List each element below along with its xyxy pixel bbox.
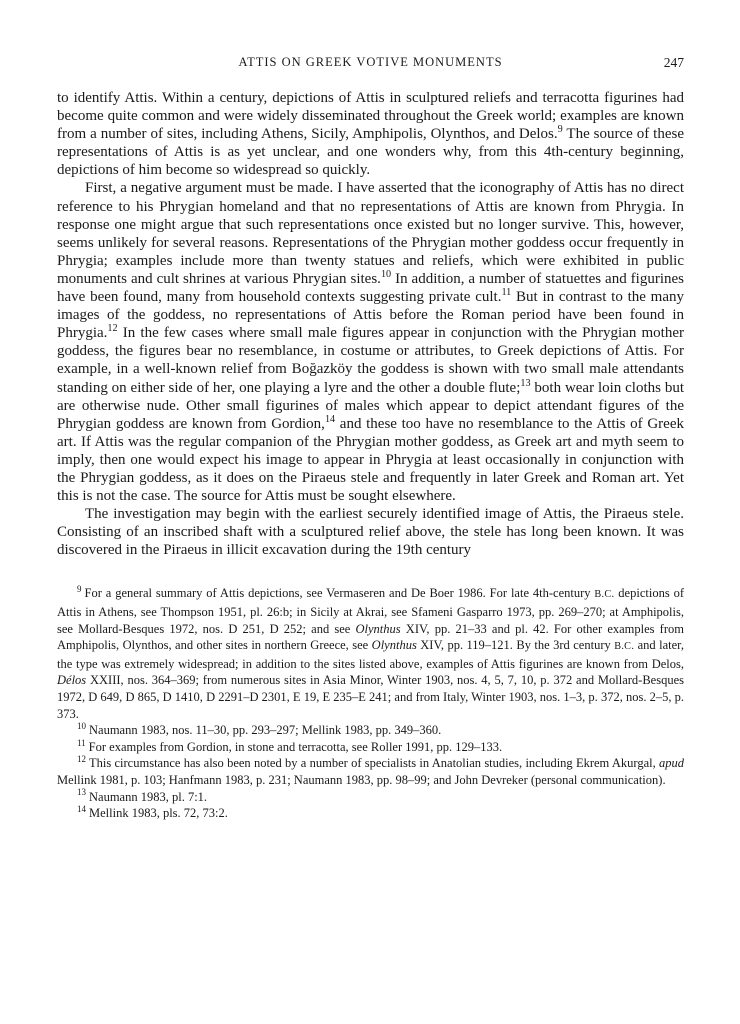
footnote-reference: 10: [380, 268, 392, 280]
paragraph: First, a negative argument must be made. I have asserted that the iconography of Attis has no direct reference to his Phrygian homeland and that no representations of Attis are known from Phrygia. In response one might argue that such representations once existed but no longer survive. This, however, seems unlikely for several reasons. Representations of the Phrygian mother goddess occur frequently in Phrygia; examples include more than twenty statues and reliefs, which were exhibited in public monuments and cult shrines at various Phrygian sites.$^{10}$ In addition, a number of statuettes and figurines have been found, many from household contexts suggesting private cult.$^{11}$ But in contrast to the many images of the goddess, no representations of Attis before the Roman period have been found in Phrygia.$^{12}$ In the few cases where small male figures appear in conjunction with the Phrygian mother goddess, the figures bear no resemblance, in costume or attributes, to Greek depictions of Attis. For example, in a well-known relief from Boğazköy the goddess is shown with two small male attendants standing on either side of her, one playing a lyre and the other a double flute;$^{13}$ both wear loin cloths but are otherwise nude. Other small figurines of males which appear to depict attendant figures of the Phrygian goddess are known from Gordion,$^{14}$ and these too have no resemblance to the Attis of Greek art. If Attis was the regular companion of the Phrygian mother goddess, as Greek art and myth seem to imply, then one would expect his image to appear in Phrygia at least occasionally in conjunction with the Phrygian goddess, as it does on the Piraeus stele and frequently in later Greek and Roman art. Yet this is not the case. The source for Attis must be sought elsewhere.: [57, 180, 684, 505]
footnote: $^{12}$ This circumstance has also been noted by a number of specialists in Anatolian studies, including Ekrem Akurgal, apud Mellink 1981, p. 103; Hanfmann 1983, p. 231; Naumann 1983, pp. 98–99; and John Devreker (personal communication).: [57, 754, 684, 787]
footnote: $^{14}$ Mellink 1983, pls. 72, 73:2.: [77, 804, 228, 821]
page-number: 247: [663, 55, 684, 70]
page-header: [57, 55, 684, 73]
smallcaps-text: B.C.: [614, 641, 635, 653]
footnote-reference: 13: [520, 377, 531, 389]
footnote-number: 12: [77, 754, 86, 765]
footnote: $^{13}$ Naumann 1983, pl. 7:1.: [77, 787, 208, 804]
footnote: $^9$ For a general summary of Attis depictions, see Vermaseren and De Boer 1986. For late 4th-century B.C. depictions of Attis in Athens, see Thompson 1951, pl. 26:b; in Sicily at Akrai, see Sfameni Gasparro 1973, pp. 269–270; at Amphipolis, see Mollard-Besques 1972, nos. D 251, D 252; and see Olynthus XIV, pp. 21–33 and pl. 42. For other examples from Amphipolis, Olynthos, and other sites in northern Greece, see Olynthus XIV, pp. 119–121. By the 3rd century B.C. and later, the type was extremely widespread; in addition to the sites listed above, examples of Attis figurines are known from Delos, Délos XXIII, nos. 364–369; from numerous sites in Asia Minor, Winter 1903, nos. 4, 5, 7, 10, p. 372 and Mollard-Besques 1972, D 649, D 865, D 1410, D 2291–D 2301, E 19, E 235–E 241; and from Italy, Winter 1903, nos. 1–3, p. 372, nos. 2–5, p. 373.: [57, 584, 684, 721]
italic-text: Olynthus: [355, 621, 401, 636]
smallcaps-text: B.C.: [594, 589, 615, 601]
footnote-number: 13: [77, 787, 86, 798]
footnote-number: 9: [77, 584, 82, 595]
footnote-reference: 9: [557, 124, 563, 136]
footnote: $^{10}$ Naumann 1983, nos. 11–30, pp. 293–297; Mellink 1983, pp. 349–360.: [77, 721, 442, 738]
italic-text: Délos: [57, 673, 87, 688]
footnote-number: 14: [77, 804, 86, 814]
footnotes: [57, 585, 684, 821]
paragraph: to identify Attis. Within a century, depictions of Attis in sculptured reliefs and terracotta figurines had become quite common and were widely disseminated throughout the Greek world; examples are known from a number of sites, including Athens, Sicily, Amphipolis, Olynthos, and Delos.$^9$ The source of these representations of Attis is as yet unclear, and one wonders why, from this 4th-century beginning, depictions of him become so widespread so quickly.: [57, 90, 684, 179]
footnote: $^{11}$ For examples from Gordion, in stone and terracotta, see Roller 1991, pp. 129–133.: [77, 737, 503, 754]
footnote-reference: 12: [107, 323, 118, 335]
italic-text: apud: [659, 756, 684, 771]
footnote-number: 10: [77, 721, 86, 732]
footnote-reference: 11: [501, 287, 512, 299]
footnote-number: 11: [77, 737, 86, 748]
body-text: [57, 89, 684, 559]
running-title: ATTIS ON GREEK VOTIVE MONUMENTS: [238, 55, 503, 69]
paragraph: The investigation may begin with the earliest securely identified image of Attis, the Piraeus stele. Consisting of an inscribed shaft with a sculptured relief above, the stele has long been known. It was discovered in the Piraeus in illicit excavation during the 19th century: [57, 506, 684, 559]
footnote-reference: 14: [324, 413, 336, 425]
italic-text: Olynthus: [371, 638, 417, 653]
